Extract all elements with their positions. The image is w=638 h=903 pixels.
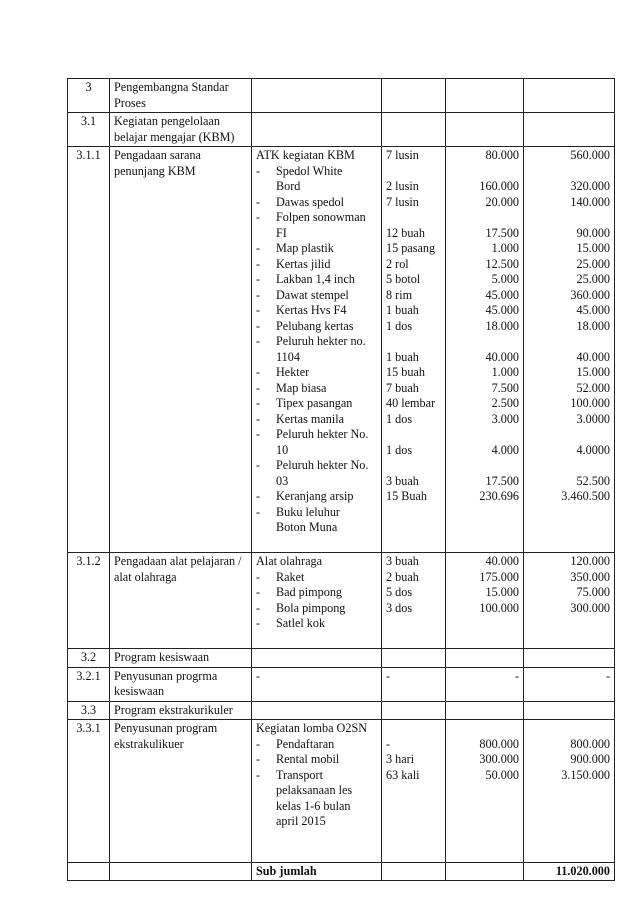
item-label: Peluruh hekter No. 03 [276,458,369,488]
subtotal-value: 11.020.000 [524,862,615,881]
table-row [68,667,615,701]
price-value: 230.696 [479,489,519,503]
row-desc: - [252,667,382,701]
price-value: 18.000 [485,318,519,333]
item-list [256,570,377,632]
budget-table [67,78,615,881]
item-label: Pendaftaran [276,736,335,751]
row-code: 3.3.1 [68,720,110,863]
row-name: Kegiatan pengelolaan belajar mengajar (KBM) [110,113,252,147]
table-row [68,147,615,553]
total-value: 25.000 [576,272,610,286]
qty-value [386,458,441,474]
total-value: 52.000 [576,380,610,395]
dash-bullet: - [256,210,261,224]
qty-value: 1 dos [386,318,413,333]
desc-header: ATK kegiatan KBM [256,148,355,162]
dash-bullet: - [256,767,261,782]
row-name: Program kesiswaan [110,649,252,668]
item-entry [256,737,377,753]
price-value: 50.000 [485,767,519,782]
total-value: 45.000 [576,303,610,317]
total-value: 90.000 [576,225,610,240]
item-label: Map plastik [276,241,334,255]
total-value: 3.0000 [576,411,610,426]
total-value: 350.000 [570,569,610,584]
qty-value: 15 Buah [386,489,427,503]
item-entry [256,210,377,241]
row-code: 3.1.1 [68,147,110,553]
row-name: Penyusunan progrma kesiswaan [110,667,252,701]
row-code: 3.2 [68,649,110,668]
qty-value: 5 dos [386,585,413,599]
qty-value: 1 buah [386,349,419,364]
qty-value: 15 buah [386,365,425,379]
qty-value: 3 dos [386,600,413,615]
item-list [256,164,377,536]
total-value: 25.000 [576,256,610,271]
dash-bullet: - [256,303,261,317]
item-entry [256,768,377,830]
dash-bullet: - [256,458,261,472]
qty-value: 7 buah [386,380,419,395]
dash-bullet: - [256,365,261,379]
total-value: 140.000 [570,194,610,209]
item-entry [256,458,377,489]
qty-value: 3 hari [386,752,415,766]
item-label: Dawat stempel [276,287,349,302]
total-cell [524,147,615,553]
row-name: Penyusunan program ekstrakulikuer [110,720,252,863]
dash-bullet: - [256,616,261,630]
total-value: 4.0000 [576,442,610,457]
item-label: Kertas Hvs F4 [276,303,347,317]
total-value: 800.000 [570,736,610,751]
qty-value: 3 buah [386,473,419,488]
item-list [256,737,377,830]
item-entry [256,396,377,412]
total-cell [524,720,615,863]
price-value: 17.500 [485,225,519,240]
row-desc [252,147,382,553]
qty-value: - [386,736,391,751]
qty-value: 1 dos [386,411,413,426]
total-cell [524,553,615,649]
total-value: 75.000 [576,585,610,599]
dash-bullet: - [256,600,261,615]
price-value [450,458,519,474]
qty-value: 1 buah [386,303,419,317]
qty-cell: - [382,667,446,701]
dash-bullet: - [256,504,261,519]
total-value: 320.000 [570,179,610,193]
dash-bullet: - [256,256,261,271]
dash-bullet: - [256,318,261,333]
qty-value [386,334,441,350]
price-value: 45.000 [485,303,519,317]
price-value: 4.000 [491,442,519,457]
row-name: Pengadaan sarana penunjang KBM [110,147,252,553]
item-label: Satlel kok [276,616,326,630]
total-value: 3.150.000 [561,767,610,782]
total-value [528,334,610,350]
item-label: Map biasa [276,380,327,395]
qty-value: 2 buah [386,569,419,584]
item-label: Kertas manila [276,411,345,426]
qty-value: 7 lusin [386,148,419,162]
dash-bullet: - [256,272,261,286]
item-entry [256,365,377,381]
item-entry [256,241,377,257]
price-value: 40.000 [485,349,519,364]
item-label: Spedol White Bord [276,163,343,193]
item-label: Keranjang arsip [276,489,354,503]
item-entry [256,585,377,601]
price-value: 2.500 [491,396,519,410]
subtotal-label: Sub jumlah [252,862,382,881]
item-label: Folpen sonowman FI [276,210,366,240]
row-desc [252,720,382,863]
total-value: 100.000 [570,396,610,410]
total-value: 15.000 [576,241,610,255]
total-value [528,458,610,474]
row-code: 3 [68,79,110,113]
qty-value: 12 buah [386,225,425,240]
dash-bullet: - [256,287,261,302]
price-value: 20.000 [485,194,519,209]
price-value: 7.500 [491,380,519,395]
item-label: Peluruh hekter No. 10 [276,427,369,457]
item-entry [256,288,377,304]
price-value: 5.000 [491,272,519,286]
item-entry [256,570,377,586]
price-cell: - [446,667,524,701]
qty-value: 5 botol [386,272,421,286]
dash-bullet: - [256,489,261,503]
qty-cell [382,553,446,649]
dash-bullet: - [256,334,261,348]
table-row [68,79,615,113]
price-value: 12.500 [485,256,519,271]
desc-header: Alat olahraga [256,554,322,568]
price-value [450,164,519,180]
item-label: Peluruh hekter no. 1104 [276,334,366,364]
price-cell [446,720,524,863]
qty-cell [382,147,446,553]
price-value: 15.000 [485,585,519,599]
item-label: Bola pimpong [276,600,346,615]
total-value: 560.000 [570,148,610,162]
price-value: 100.000 [479,600,519,615]
price-value: 1.000 [491,241,519,255]
total-value: 120.000 [570,554,610,568]
dash-bullet: - [256,194,261,209]
dash-bullet: - [256,411,261,426]
row-code: 3.3 [68,701,110,720]
price-value: 160.000 [479,179,519,193]
item-entry [256,412,377,428]
dash-bullet: - [256,736,261,751]
total-value: 900.000 [570,752,610,766]
item-entry [256,752,377,768]
row-desc [252,553,382,649]
desc-header: Kegiatan lomba O2SN [256,721,368,735]
row-code: 3.1.2 [68,553,110,649]
price-value [450,210,519,226]
qty-value: 15 pasang [386,241,436,255]
total-value [528,210,610,226]
item-label: Pelubang kertas [276,318,354,333]
total-cell: - [524,667,615,701]
price-value: 17.500 [485,473,519,488]
qty-value: 8 rim [386,287,413,302]
qty-value: 3 buah [386,554,419,568]
item-label: Buku leluhur Boton Muna [276,504,340,534]
qty-value: 40 lembar [386,396,436,410]
price-value: 175.000 [479,569,519,584]
item-entry [256,195,377,211]
item-label: Lakban 1,4 inch [276,272,355,286]
qty-value: 2 lusin [386,179,419,193]
qty-value: 1 dos [386,442,413,457]
item-label: Transport pelaksanaan les kelas 1-6 bulan april 2015 [276,767,353,828]
dash-bullet: - [256,396,261,410]
price-value: 800.000 [479,736,519,751]
dash-bullet: - [256,752,261,766]
row-code: 3.2.1 [68,667,110,701]
price-value [450,334,519,350]
price-value: 80.000 [485,148,519,162]
total-value: 3.460.500 [561,489,610,503]
item-entry [256,505,377,536]
row-name: Program ekstrakurikuler [110,701,252,720]
row-name: Pengadaan alat pelajaran / alat olahraga [110,553,252,649]
item-entry [256,489,377,505]
qty-value [386,427,441,443]
table-row [68,701,615,720]
dash-bullet: - [256,380,261,395]
qty-value: 2 rol [386,256,409,271]
table-row [68,720,615,863]
item-entry [256,616,377,632]
item-label: Kertas jilid [276,256,331,271]
total-value: 15.000 [576,365,610,379]
price-value: 300.000 [479,752,519,766]
table-row [68,649,615,668]
price-value: 3.000 [491,411,519,426]
item-label: Bad pimpong [276,585,343,599]
row-code: 3.1 [68,113,110,147]
item-entry [256,601,377,617]
table-row [68,113,615,147]
item-label: Dawas spedol [276,194,345,209]
qty-value [386,164,441,180]
dash-bullet: - [256,163,261,178]
table-row [68,553,615,649]
row-name: Pengembangna Standar Proses [110,79,252,113]
item-entry [256,257,377,273]
dash-bullet: - [256,241,261,255]
price-value: 45.000 [485,287,519,302]
item-label: Raket [276,569,305,584]
total-value: 360.000 [570,287,610,302]
price-value [450,427,519,443]
total-value [528,164,610,180]
qty-value [386,210,441,226]
total-value: 52.500 [576,473,610,488]
item-entry [256,334,377,365]
total-value [528,427,610,443]
item-entry [256,427,377,458]
item-label: Hekter [276,365,310,379]
dash-bullet: - [256,569,261,584]
item-entry [256,303,377,319]
item-label: Tipex pasangan [276,396,353,410]
dash-bullet: - [256,427,261,441]
qty-value: 63 kali [386,767,420,782]
qty-value: 7 lusin [386,194,419,209]
total-value: 300.000 [570,600,610,615]
subtotal-row [68,862,615,881]
item-entry [256,319,377,335]
price-value: 40.000 [485,554,519,568]
total-value: 40.000 [576,349,610,364]
price-cell [446,147,524,553]
price-value: 1.000 [491,365,519,379]
item-entry [256,272,377,288]
item-label: Rental mobil [276,752,340,766]
total-value: 18.000 [576,318,610,333]
item-entry [256,381,377,397]
dash-bullet: - [256,585,261,599]
item-entry [256,164,377,195]
price-cell [446,553,524,649]
qty-cell [382,720,446,863]
